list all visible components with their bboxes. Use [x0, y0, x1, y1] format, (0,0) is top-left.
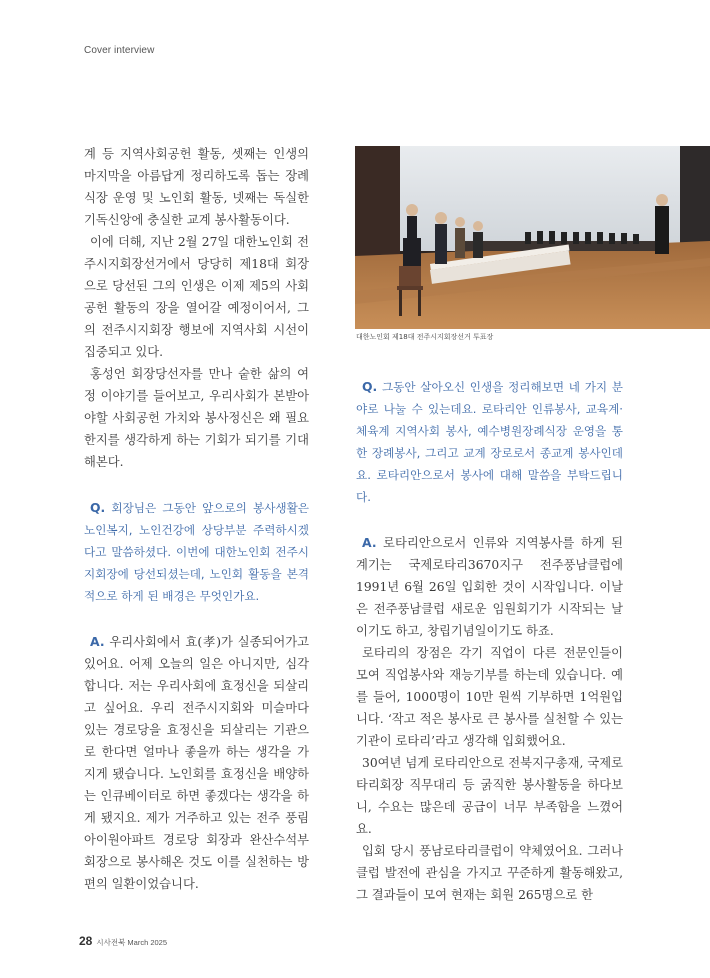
answer-text: 우리사회에서 효(孝)가 실종되어가고 있어요. 어제 오늘의 일은 아니지만, 심각합니다. 저는 우리사회에 효정신을 되살리고 싶어요. 우리 전주시지회와 미슬마다 있는 경로당을 효정신을 되살리는 기관으로 한다면 얼마나 좋을까 하는 생각을 가지게 됐습니다. 노인회를 효정신을 배양하는 인큐베이터로 하면 좋겠다는 생각을 하게 됐지요. 제가 거주하고 있는 전주 풍림아이원아파트 경로당 회장과 완산수석부회장으로 봉사해온 것도 이를 실천하는 방편의 일환이었습니다. [84, 635, 309, 891]
election-venue-photo [355, 146, 710, 329]
answer-2 [356, 532, 623, 642]
page-number: 28 [79, 934, 93, 948]
page-footer [79, 932, 167, 950]
question-1 [84, 497, 309, 607]
photo-caption: 대한노인회 제18대 전주시지회장선거 투표장 [356, 333, 494, 341]
question-text: 회장님은 그동안 앞으로의 봉사생활은 노인복지, 노인건강에 상당부분 주력하시겠다고 말씀하셨다. 이번에 대한노인회 전주시지회장에 당선되셨는데, 노인회 활동을 본격적으로 하게 된 배경은 무엇인가요. [84, 501, 309, 603]
answer-text: 로타리안으로서 인류와 지역봉사를 하게 된 계기는 국제로타리3670지구 전주풍남클럽에 1991년 6월 26일 입회한 것이 시작입니다. 이날은 전주풍남클럽 새로운 임원회기가 시작되는 날이기도 하고, 창립기념일이기도 하죠. [356, 536, 623, 638]
answer-mark: A. [90, 634, 105, 649]
paragraph: 계 등 지역사회공헌 활동, 셋째는 인생의 마지막을 아름답게 정리하도록 돕는 장례식장 운영 및 노인회 활동, 넷째는 독실한 기독신앙에 충실한 교계 봉사활동이다. [84, 147, 309, 227]
paragraph: 30여년 넘게 로타리안으로 전북지구총재, 국제로타리회장 직무대리 등 굵직한 봉사활동을 하다보니, 수요는 많은데 공급이 너무 부족함을 느꼈어요. [356, 756, 623, 836]
question-2 [356, 376, 623, 508]
paragraph: 이에 더해, 지난 2월 27일 대한노인회 전주시지회장선거에서 당당히 제18대 회장으로 당선된 그의 인생은 이제 제5의 사회공헌 활동의 장을 열어갈 예정이어서, 그의 전주시지회장 행보에 지역사회 시선이 집중되고 있다. [84, 235, 309, 359]
left-column [84, 143, 309, 895]
paragraph: 입회 당시 풍남로타리클럽이 약체였어요. 그러나 클럽 발전에 관심을 가지고 꾸준하게 활동해왔고, 그 결과들이 모여 현재는 회원 265명으로 한 [356, 844, 623, 902]
answer-mark: A. [362, 535, 377, 550]
section-label: Cover interview [84, 45, 155, 56]
magazine-name: 시사전북 March 2025 [96, 938, 168, 947]
right-column [356, 376, 623, 906]
question-text: 그동안 살아오신 인생을 정리해보면 네 가지 분야로 나눌 수 있는데요. 로타리안 인류봉사, 교육계·체육계 지역사회 봉사, 예수병원장례식장 운영을 통한 장례봉사, 그리고 교계 장로로서 종교계 봉사인데요. 로타리안으로서 봉사에 대해 말씀을 부탁드립니다. [356, 380, 623, 504]
question-mark: Q. [90, 500, 106, 515]
paragraph: 홍성언 회장당선자를 만나 숱한 삶의 여정 이야기를 들어보고, 우리사회가 본받아야할 사회공헌 가치와 봉사정신은 왜 필요한지를 생각하게 하는 기회가 되기를 기대해본다. [84, 367, 309, 469]
question-mark: Q. [362, 379, 378, 394]
paragraph: 로타리의 장점은 각기 직업이 다른 전문인들이 모여 직업봉사와 재능기부를 하는데 있습니다. 예를 들어, 1000명이 10만 원씩 기부하면 1억원입니다. ‘작고 적은 봉사로 큰 봉사를 실천할 수 있는 기관이 로타리’라고 생각해 입회했어요. [356, 646, 623, 748]
answer-1 [84, 631, 309, 895]
